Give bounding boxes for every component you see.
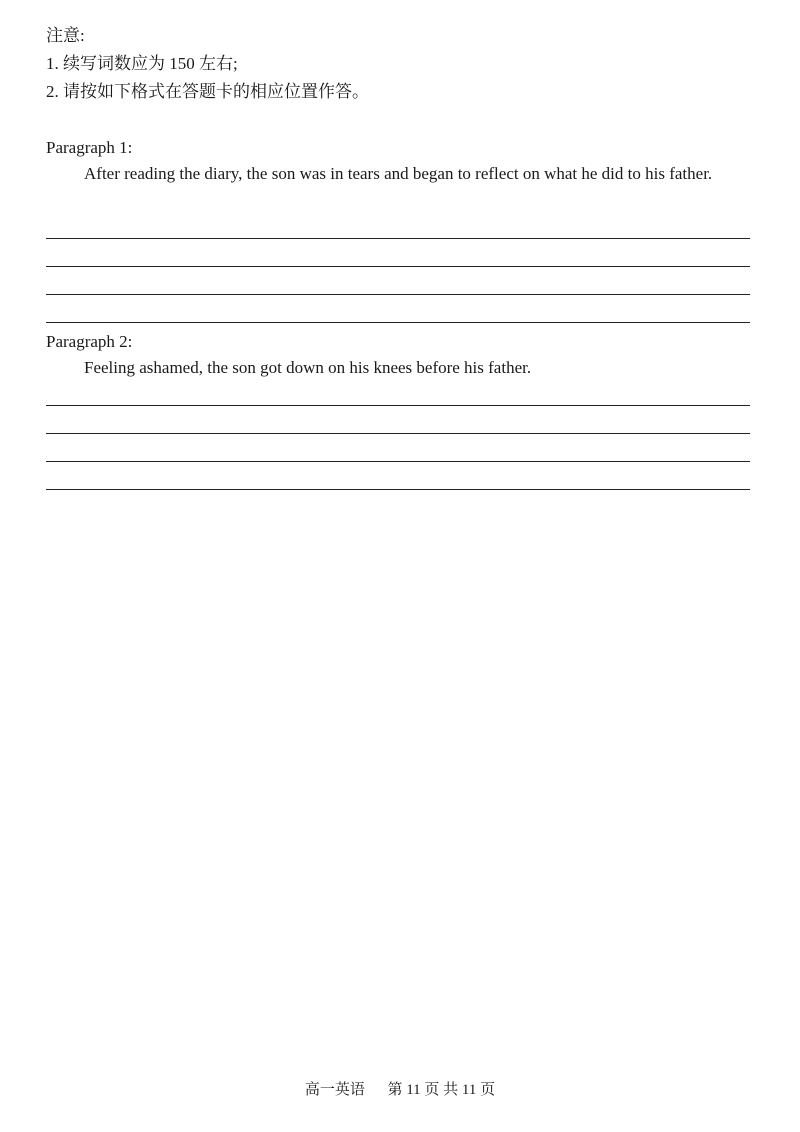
paragraph-1-prompt: After reading the diary, the son was in tears and began to reflect on what he did to his father.: [84, 164, 713, 183]
notes-item-format: 2. 请按如下格式在答题卡的相应位置作答。: [46, 82, 369, 101]
writing-line-p1-1[interactable]: [46, 238, 750, 239]
writing-line-p1-4[interactable]: [46, 322, 750, 323]
notes-section: [46, 22, 369, 106]
writing-line-p1-3[interactable]: [46, 294, 750, 295]
footer-subject: 高一英语: [304, 1082, 365, 1098]
notes-item-word-count: 1. 续写词数应为 150 左右;: [46, 54, 238, 73]
paragraph-2-prompt: Feeling ashamed, the son got down on his knees before his father.: [84, 358, 532, 377]
paragraph-2-label: Paragraph 2:: [46, 332, 133, 351]
notes-heading: 注意:: [46, 26, 85, 45]
paragraph-1-label: Paragraph 1:: [46, 138, 133, 157]
writing-line-p2-3[interactable]: [46, 461, 750, 462]
footer-page-info: 第 11 页 共 11 页: [387, 1082, 496, 1098]
writing-line-p1-2[interactable]: [46, 266, 750, 267]
writing-line-p2-2[interactable]: [46, 433, 750, 434]
writing-line-p2-4[interactable]: [46, 489, 750, 490]
page-footer: [0, 1080, 800, 1100]
writing-line-p2-1[interactable]: [46, 405, 750, 406]
